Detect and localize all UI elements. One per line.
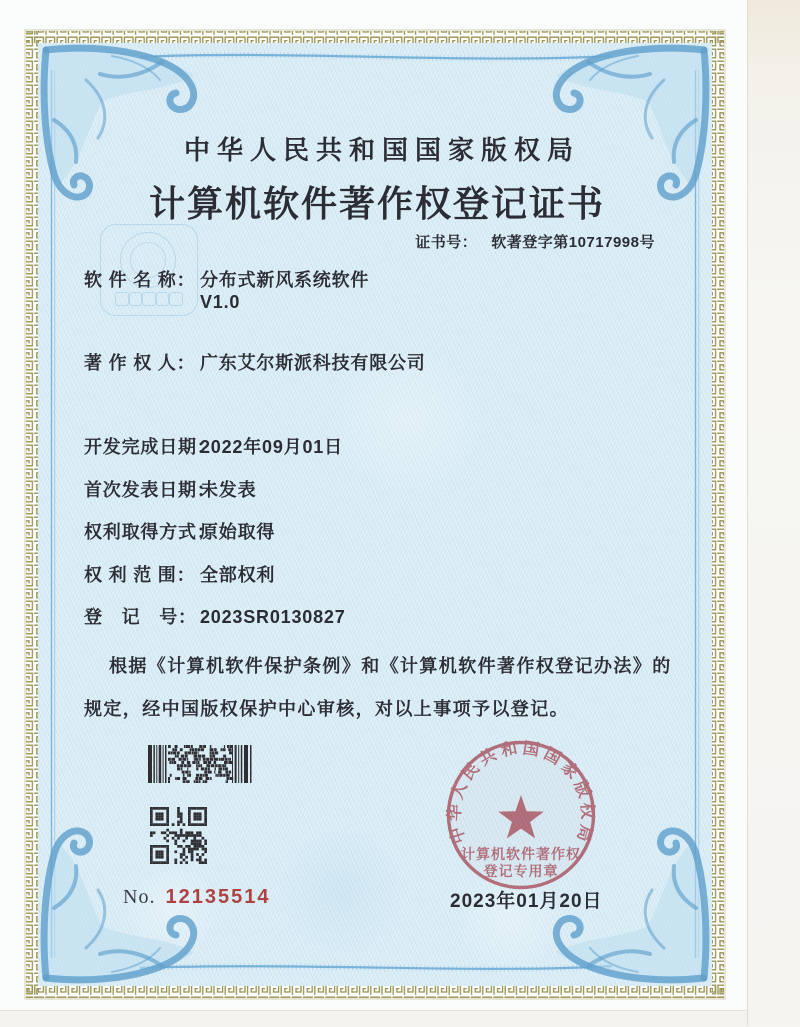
field-first-publish-date (84, 476, 256, 502)
emboss-beads (115, 292, 183, 306)
field-value: 分布式新风系统软件 (200, 270, 370, 290)
official-seal-stamp (441, 735, 601, 895)
field-value: 原始取得 (200, 522, 276, 542)
seal-text-line1: 计算机软件著作权 (461, 846, 581, 862)
barcode (148, 745, 253, 783)
corner-flourish-top-right (556, 46, 707, 197)
field-software-name (84, 266, 369, 292)
field-value: 未发表 (200, 480, 257, 500)
field-label: 著 作 权 人： (84, 353, 196, 373)
field-value: 全部权利 (200, 565, 276, 585)
certificate-title: 计算机软件著作权登记证书 (148, 183, 605, 224)
seal-ring-text: 中华人民共和国国家版权局 (445, 739, 597, 846)
field-label: 权 利 范 围： (84, 565, 196, 585)
certificate-number-label: 证书号： (415, 234, 478, 251)
field-rights-acquisition (84, 518, 275, 544)
field-label: 权利取得方式： (84, 522, 216, 542)
field-copyright-owner (84, 349, 426, 375)
field-completion-date (84, 433, 343, 459)
border-top (26, 31, 724, 43)
field-registration-number (84, 603, 346, 629)
field-value-line2: V1.0 (200, 292, 241, 312)
statement-line-1: 根据《计算机软件保护条例》和《计算机软件著作权登记办法》的 (109, 656, 672, 676)
field-rights-scope (84, 561, 275, 587)
serial-prefix: No. (123, 886, 156, 908)
scan-edge-bottom (0, 1010, 747, 1027)
field-value: 2022年09月01日 (200, 437, 343, 457)
scan-edge-right (747, 0, 800, 1026)
issue-date: 2023年01月20日 (450, 891, 603, 912)
qr-code (150, 807, 207, 864)
seal-text-line2: 登记专用章 (483, 863, 559, 879)
statement-line-2: 规定，经中国版权保护中心审核，对以上事项予以登记。 (84, 699, 569, 719)
corner-flourish-top-left (43, 46, 194, 197)
border-bottom (26, 986, 724, 998)
serial-number-line (123, 886, 270, 909)
field-label: 软 件 名 称： (84, 270, 196, 290)
field-label: 首次发表日期： (84, 480, 216, 500)
certificate-number-value: 软著登字第10717998号 (491, 234, 655, 251)
serial-number: 12135514 (165, 886, 271, 908)
certificate-number-line (415, 231, 655, 252)
field-label: 开发完成日期： (84, 437, 216, 457)
issuer-title: 中华人民共和国国家版权局 (183, 135, 580, 165)
field-software-version (200, 292, 240, 313)
field-value: 2023SR0130827 (200, 607, 346, 627)
field-label: 登 记 号： (84, 607, 197, 627)
field-value: 广东艾尔斯派科技有限公司 (200, 353, 426, 373)
